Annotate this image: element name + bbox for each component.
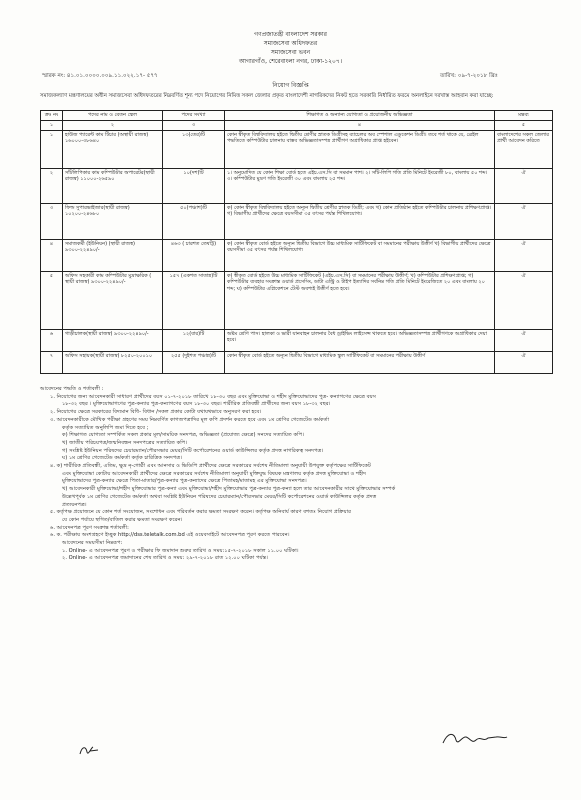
cell-serial: ৩ <box>41 203 63 239</box>
cell-serial: ৬ <box>41 329 63 351</box>
cell-post: সাঁটলিপিকার কাম কম্পিউটার অপারেটর(স্থায়ী রাজস্ব) ১১০০০-২৬৫৯০ <box>63 168 163 203</box>
intro-paragraph: সমাজকল্যাণ মন্ত্রণালয়ের অধীন সমাজসেবা অধিদফতরের নিম্নবর্ণিত শূন্য পদে নিয়োগের নিমিত্ত সকল জেলার প্রকৃত বাংলাদেশী নাগরিকদের নিকট হতে সরকারি নির্ধারিত ফরমে অনলাইনে দরখাস্ত আহবান করা যাচ্ছে: <box>40 93 494 99</box>
cell-count: ৪৬৩ ( চারশত তেষট্টি) <box>163 239 225 271</box>
terms-list <box>40 394 552 563</box>
header-line-1: গণপ্রজাতন্ত্রী বাংলাদেশ সরকার <box>254 31 327 38</box>
header-qualification: শিক্ষাগত ও অন্যান্য যোগ্যতা ও প্রয়োজনীয় অভিজ্ঞতা <box>225 111 495 121</box>
terms-line: খ) জাতীয় পরিচয়পত্র/জন্মনিবন্ধন সনদপত্রের সত্যায়িত কপি। <box>62 439 188 446</box>
terms-line: যে কোন পর্যায়ে স্থগিত/বাতিল করার ক্ষমতা সংরক্ষণ করেন। <box>62 516 183 523</box>
header-num: ৪ <box>225 120 495 130</box>
header-line-4: আগারগাঁও, শেরেবাংলা নগর, ঢাকা-১২০৭। <box>239 58 342 65</box>
cell-qualification: কোন স্বীকৃত বোর্ড হইতে অন্যূন দ্বিতীয় বিভাগে মাধ্যমিক স্কুল সার্টিফিকেট বা সমমানের পরীক্ষায় উত্তীর্ণ <box>225 351 495 373</box>
cell-count: ৫০(পঞ্চাশ)টি <box>163 203 225 239</box>
terms-line: মুক্তিযোদ্ধাদের পুত্র-কন্যার ক্ষেত্রে পিতা-মাতার/পুত্র-কন্যার পুত্র-কন্যাদের ক্ষেত্রে পিতামহ/মাতামহ এর মুক্তিযোদ্ধা সনদপত্র। <box>62 478 307 485</box>
cell-remark: বাংলাদেশের সকল জেলার প্রার্থী আবেদন করিতে <box>495 130 553 168</box>
table-row <box>41 168 553 203</box>
table-row <box>41 351 553 373</box>
terms-line: উল্লেখপূর্বক ১ম শ্রেণির গেজেটেড কর্মকর্তা অথবা সংশ্লিষ্ট ইউনিয়ন পরিষদের চেয়ারম্যান/পৌরসভার মেয়র/সিটি কর্পোরেশনের ওয়ার্ড কাউন্সিলর কর্তৃক প্রদত্ত <box>62 493 377 500</box>
table-row <box>41 239 553 271</box>
terms-line: কর্তৃক সত্যায়িত অনুলিপি জমা দিতে হবে ; <box>62 424 149 431</box>
terms-heading: আবেদনের পদ্ধতি ও শর্তাবলী : <box>40 386 104 392</box>
memo-date: তারিখ: ০৯-৭-২০১৮ খ্রিঃ <box>440 73 498 79</box>
terms-line: আবেদনের সময়সীমা নিম্নরূপ: <box>62 540 123 547</box>
terms-line: ১. নিয়োগের জন্য আবেদনকারী সাধারণ প্রার্থীদের বয়স ০১-৭-২০১৮ তারিখে ১৮-৩০ বছর এবং মুক্তিযোদ্ধা ও শহীদ মুক্তিযোদ্ধাদের পুত্র- কন্যাগণের ক্ষেত্রে বয়স <box>50 393 376 400</box>
cell-remark: ঐ <box>495 203 553 239</box>
cell-remark: ঐ <box>495 329 553 351</box>
header-serial: ক্রঃ নং <box>41 111 63 121</box>
cell-count: ১০(দশ)টি <box>163 168 225 203</box>
cell-qualification: ক) কোন স্বীকৃত বোর্ড হইতে অন্যূন দ্বিতীয় বিভাগে উচ্চ মাধ্যমিক সার্টিফিকেট বা সমমানের পরীক্ষায় উত্তীর্ণ খ) বিভাগীয় প্রার্থীদের ক্ষেত্রে বয়সসীমা ৩৫ বৎসর পর্যন্ত শিথিলযোগ্য <box>225 239 495 271</box>
cell-post: হাউজ প্যারেন্ট কাম টিচার (অস্থায়ী রাজস্ব) ১৬০০০-৩৮৬৪০ <box>63 130 163 168</box>
cell-serial: ৫ <box>41 271 63 329</box>
terms-line: ১. Online- এ আবেদনপত্র পূরণ ও পরীক্ষার ফি জমাদান শুরুর তারিখ ও সময়:১৫-৭-২০১৮ সকাল ১১.০০ ঘটিকা। <box>62 547 299 554</box>
header-num: ১ <box>41 120 63 130</box>
cell-qualification: ক) কোন স্বীকৃত বিশ্ববিদ্যালয় হইতে অন্যূন দ্বিতীয় শ্রেণীর স্নাতক ডিগ্রী; এবং খ) কোন প্রতিষ্ঠান হইতে কম্পিউটার চালনায় প্রশিক্ষণপ্রাপ্ত। গ) বিভাগীয় প্রার্থীদের ক্ষেত্রে বয়সসীমা ৩৫ বৎসর পর্যন্ত শিথিলযোগ্য। <box>225 203 495 239</box>
cell-remark: ঐ <box>495 271 553 329</box>
terms-line: ঘ) ১ম শ্রেণির গেজেটেড কর্মকর্তা কর্তৃক চারিত্রিক সনদপত্র। <box>62 455 183 462</box>
header-post: পদের নাম ও বেতন স্কেল <box>63 111 163 121</box>
terms-line: প্রত্যয়নপত্র। <box>62 501 87 508</box>
header-num: ২ <box>63 120 163 130</box>
cell-count: ১৩(তের)টি <box>163 130 225 168</box>
cell-post: গাড়ীচালক(স্থায়ী রাজস্ব) ৯৩০০-২২৪৯০/- <box>63 329 163 351</box>
cell-qualification: ১। অনুমোদিত যে কোন শিক্ষা বোর্ড হতে এইচ.এস.সি বা সমমান পাশ। ২। সাঁট-লিপি গতি প্রতি মিনিটে ইংরেজী ৮০, বাংলায় ৫০ শব্দ। ৩। কম্পিউটার মুদ্রণ গতি ইংরেজী ৩০ এবং বাংলায় ২৫ শব্দ। <box>225 168 495 203</box>
header-num: ৩ <box>163 120 225 130</box>
table-row <box>41 271 553 329</box>
cell-qualification: অষ্টম শ্রেণি পাস। হালকা ও ভারী যানবাহন চালনার বৈধ ড্রাইভিং লাইসেন্স থাকতে হবে। অভিজ্ঞতাসম্পন্ন প্রার্থীগণকে অগ্রাধিকার দেয়া হবে। <box>225 329 495 351</box>
table-row <box>41 329 553 351</box>
table-header-number-row <box>41 120 553 130</box>
terms-line: খ) আবেদনকারী মুক্তিযোদ্ধা/শহীদ মুক্তিযোদ্ধার পুত্র-কন্যা এবং মুক্তিযোদ্ধা/শহীদ মুক্তিযোদ্ধার পুত্র-কন্যার পুত্র-কন্যা হলে তার আবেদনকারীর সাথে মুক্তিযোদ্ধার সম্পর্ক <box>62 486 396 493</box>
cell-serial: ৭ <box>41 351 63 373</box>
header-num: ৫ <box>495 120 553 130</box>
vacancy-table <box>40 110 553 374</box>
header-line-2: সমাজসেবা অধিদফতর <box>263 40 318 47</box>
cell-count: ১২(বার)টি <box>163 329 225 351</box>
terms-line: ক) শিক্ষাগত যোগ্যতা সম্পর্কিত সকল প্রকার মূল/সাময়িক সনদপত্র, অভিজ্ঞতা (প্রযোজ্য ক্ষেত্রে) সনদের সত্যায়িত কপি। <box>62 432 304 439</box>
terms-line: এবং মুক্তিযোদ্ধা কোটায় আবেদনকারী প্রার্থীদের ক্ষেত্রে সরকারের সর্বশেষ নীতিমালা অনুযায়ী মুক্তিযুদ্ধ বিষয়ক মন্ত্রণালয় কর্তৃক প্রদত্ত মুক্তিযোদ্ধা ও শহীদ <box>62 470 367 477</box>
cell-post: অফিস সহকারী কাম কম্পিউটার মুদ্রাক্ষরিক ( স্থায়ী রাজস্ব) ৯৩০০-২২৪৯০/- <box>63 271 163 329</box>
cell-remark: ঐ <box>495 351 553 373</box>
terms-line: ৫. কর্তৃপক্ষ প্রয়োজনে যে কোন শর্ত সংযোজন, সংশোধন এবং পরিবর্তন করার ক্ষমতা সংরক্ষণ করেন। কর্তৃপক্ষ অনিবার্য কারণ বশতঃ নিয়োগ প্রক্রিয়ার <box>50 509 351 516</box>
terms-line: ৬. আবেদনপত্র পূরণ সংক্রান্ত শর্তাবলী: <box>50 524 129 531</box>
header-line-3: সমাজসেবা ভবন <box>270 49 311 56</box>
cell-qualification: কোন স্বীকৃত বিশ্ববিদ্যালয় হইতে দ্বিতীয় শ্রেণীর স্নাতক ডিগ্রীসহ ব্যাচেলর অব স্পেশাল এডুকেশন ডিগ্রী। তবে শর্ত থাকে যে, ব্রেইল পদ্ধতিতে কম্পিউটার চালনায় বাস্তব অভিজ্ঞতাসম্পন্ন প্রার্থীগণ অগ্রাধিকার প্রাপ্ত হইবেন। <box>225 130 495 168</box>
terms-line: ২. Online- এ আবেদনপত্র জমাদানের শেষ তারিখ ও সময়: ২৯-৭-২০১৮ রাত ১২.০০ ঘটিকা পর্যন্ত। <box>62 555 268 562</box>
header-count: পদের সংখ্যা <box>163 111 225 121</box>
header-remark: মন্তব্য <box>495 111 553 121</box>
table-row <box>41 130 553 168</box>
table-header-row <box>41 111 553 121</box>
cell-post: সমাজকর্মী (ইউনিয়ন) (স্থায়ী রাজস্ব) ৯৩০০-২২৪৯০/- <box>63 239 163 271</box>
cell-remark: ঐ <box>495 168 553 203</box>
table-row <box>41 203 553 239</box>
terms-line: ২. নিয়োগের ক্ষেত্রে সরকারের বিদ্যমান বিধি- বিধান /সকল প্রকার কোটা যথাযথভাবে অনুসরণ করা হবে। <box>50 409 262 416</box>
notice-title: নিয়োগ বিজ্ঞপ্তি <box>272 82 309 89</box>
terms-line: ৩. আবেদনকারীকে মৌখিক পরীক্ষা গ্রহণের সময় নিম্নবর্ণিত কাগজপত্রাদির মূল কপি প্রদর্শন করতে হবে এবং ১ম শ্রেণির গেজেটেড কর্মকর্তা <box>50 416 330 423</box>
cell-serial: ২ <box>41 168 63 203</box>
cell-count: ১৫৭ (একশত সাতান্ন)টি <box>163 271 225 329</box>
terms-line: ৬. ক. পরীক্ষায় অংশগ্রহণে ইচ্ছুক http://dss.teletalk.com.bd এই ওয়েবসাইটে আবেদনপত্র পূরণ করতে পারবেন। <box>50 532 290 539</box>
cell-count: ২৫৫ (দুইশত পঞ্চান্ন)টি <box>163 351 225 373</box>
cell-qualification: ক) স্বীকৃত বোর্ড হইতে উচ্চ মাধ্যমিক সার্টিফিকেট (এইচ.এস.সি) বা সমমানের পরীক্ষায় উত্তীর্ণ; খ) কম্পিউটার প্রশিক্ষণপ্রাপ্ত; গ) কম্পিউটার ব্যবহার সংক্রান্ত ওয়ার্ড প্রসেসিং, ডাটা এন্ট্রি ও টাইপ ইত্যাদির সর্বনিম্ন গতি প্রতি মিনিটে ইংরেজিতে ২০ এবং বাংলায় ২০ শব্দ; ঘ) কম্পিউটার এপ্লিকেশনে টেস্ট অবশ্যই উত্তীর্ণ হতে হবে। <box>225 271 495 329</box>
cell-serial: ৪ <box>41 239 63 271</box>
memo-number: স্মারক নং: ৪১.০১.০০০০.০০৯.১১.০২২.১৭- ৫৭৭ <box>42 73 158 79</box>
initial-signature <box>78 742 100 758</box>
cell-serial: ১ <box>41 130 63 168</box>
terms-section <box>40 386 552 563</box>
cell-post: অফিস সহায়ক(স্থায়ী রাজস্ব) ৮২৫০-২০০১০ <box>63 351 163 373</box>
terms-line: গ) সংশ্লিষ্ট ইউনিয়ন পরিষদের চেয়ারম্যান/পৌরসভার মেয়র/সিটি কর্পোরেশনের ওয়ার্ড কাউন্সিলর কর্তৃক প্রদত্ত নাগরিকত্ব সনদপত্র। <box>62 447 324 454</box>
terms-line: ১৮-৩২ বছর । মুক্তিযোদ্ধাগণের পুত্র-কন্যার পুত্র-কন্যাগণের বয়স ১৮-৩০ বছর। শারীরিক প্রতিবন্ধী প্রার্থীদের জন্য বয়স ১৮-৩২ বছর। <box>62 401 331 408</box>
cell-remark: ঐ <box>495 239 553 271</box>
terms-line: ৪. ক) শারীরিক প্রতিবন্ধী, এতিম, ক্ষুদ্র নৃ-গোষ্ঠী এবং আনসার ও ভিডিপি প্রার্থীদের ক্ষেত্রে সরকারের সর্বশেষ নীতিমালা অনুযায়ী উপযুক্ত কর্তৃপক্ষের সার্টিফিকেট <box>50 463 371 470</box>
officer-signature <box>440 728 510 750</box>
cell-post: ফিল্ড সুপারভাইজার(স্থায়ী রাজস্ব) ১০২০০-২৪৬৮০ <box>63 203 163 239</box>
